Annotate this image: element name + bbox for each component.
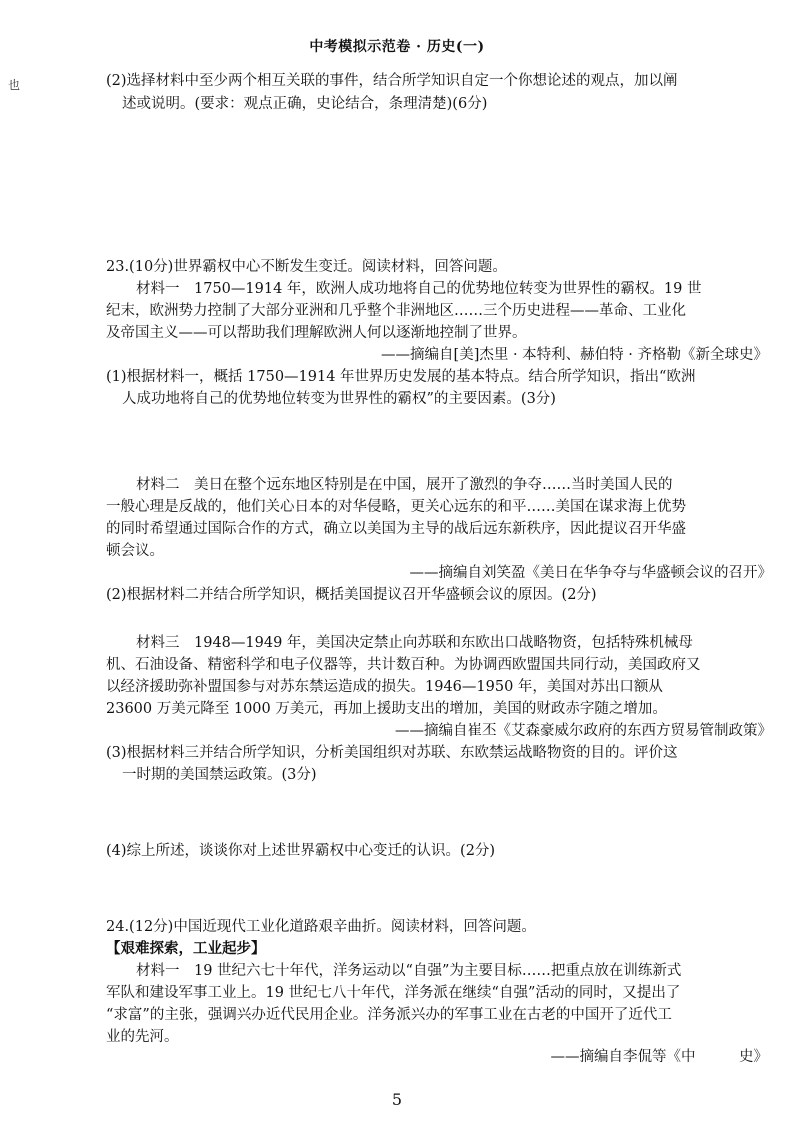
q23-m2-source: ——摘编自刘笑盈《美日在华争夺与华盛顿会议的召开》 [409, 565, 772, 581]
q23-m2-line4: 顿会议。 [106, 543, 164, 559]
q24-m1-source: ——摘编自李侃等《中 史》 [550, 1049, 768, 1065]
q23-m2-line3: 的同时希望通过国际合作的方式，确立以美国为主导的战后远东新秩序，因此提议召开华盛 [106, 521, 686, 537]
margin-mark: 也 [8, 78, 21, 92]
q23-title: 23.(10分)世界霸权中心不断发生变迁。阅读材料，回答问题。 [106, 259, 507, 275]
q23-m3-source: ——摘编自崔丕《艾森豪威尔政府的东西方贸易管制政策》 [395, 723, 772, 739]
q23-m1-source: ——摘编自[美]杰里 · 本特利、赫伯特 · 齐格勒《新全球史》 [381, 347, 768, 363]
q23-q1-line2: 人成功地将自己的优势地位转变为世界性的霸权”的主要因素。(3分) [122, 391, 556, 407]
q23-m1-line1: 材料一 1750—1914 年，欧洲人成功地将自己的优势地位转变为世界性的霸权。19 世 [136, 281, 702, 297]
q23-m3-line3: 以经济援助弥补盟国参与对苏东禁运造成的损失。1946—1950 年，美国对苏出口额从 [106, 679, 663, 695]
q24-m1-line4: 业的先河。 [106, 1029, 179, 1045]
q24-m1-line2: 军队和建设军事工业上。19 世纪七八十年代，洋务派在继续“自强”活动的同时，又提出了 [106, 985, 681, 1001]
q23-m3-line4: 23600 万美元降至 1000 万美元，再加上援助支出的增加，美国的财政赤字随之增加。 [106, 701, 667, 717]
q23-q4: (4)综上所述，谈谈你对上述世界霸权中心变迁的认识。(2分) [106, 843, 496, 859]
q23-m1-line2: 纪末，欧洲势力控制了大部分亚洲和几乎整个非洲地区……三个历史进程——革命、工业化 [106, 303, 686, 319]
q23-m1-line3: 及帝国主义——可以帮助我们理解欧洲人何以逐渐地控制了世界。 [106, 325, 527, 341]
q24-section-heading: 【艰难探索，工业起步】 [106, 940, 266, 957]
q22-2-line1: (2)选择材料中至少两个相互关联的事件，结合所学知识自定一个你想论述的观点，加以阐 [106, 73, 678, 89]
q22-2-line2: 述或说明。(要求：观点正确，史论结合，条理清楚)(6分) [122, 96, 488, 112]
page-number: 5 [391, 1090, 403, 1109]
q23-q3-line1: (3)根据材料三并结合所学知识，分析美国组织对苏联、东欧禁运战略物资的目的。评价这 [106, 745, 678, 761]
q23-q1-line1: (1)根据材料一，概括 1750—1914 年世界历史发展的基本特点。结合所学知识，指出“欧洲 [106, 369, 696, 385]
q23-q3-line2: 一时期的美国禁运政策。(3分) [122, 767, 317, 783]
q24-title: 24.(12分)中国近现代工业化道路艰辛曲折。阅读材料，回答问题。 [106, 919, 536, 935]
page-header: 中考模拟示范卷 · 历史(一) [309, 39, 485, 55]
q24-m1-line1: 材料一 19 世纪六七十年代，洋务运动以“自强”为主要目标……把重点放在训练新式 [136, 963, 682, 979]
q23-m2-line2: 一般心理是反战的，他们关心日本的对华侵略，更关心远东的和平……美国在谋求海上优势 [106, 499, 686, 515]
q24-m1-line3: “求富”的主张，强调兴办近代民用企业。洋务派兴办的军事工业在古老的中国开了近代工 [106, 1007, 672, 1023]
q23-m2-line1: 材料二 美日在整个远东地区特别是在中国，展开了激烈的争夺……当时美国人民的 [136, 477, 673, 493]
q23-m3-line2: 机、石油设备、精密科学和电子仪器等，共计数百种。为协调西欧盟国共同行动，美国政府又 [106, 657, 701, 673]
q23-q2: (2)根据材料二并结合所学知识，概括美国提议召开华盛顿会议的原因。(2分) [106, 587, 597, 603]
q23-m3-line1: 材料三 1948—1949 年，美国决定禁止向苏联和东欧出口战略物资，包括特殊机械母 [136, 635, 693, 651]
